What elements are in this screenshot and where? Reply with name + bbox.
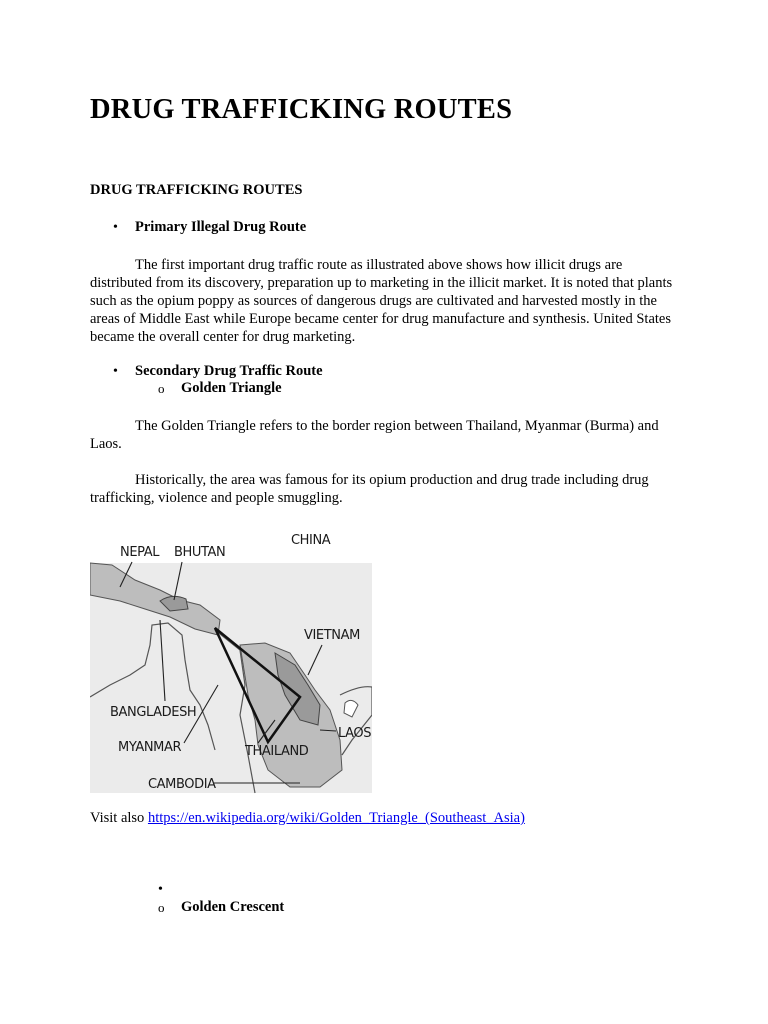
label-china: CHINA (291, 533, 331, 548)
wikipedia-link[interactable]: https://en.wikipedia.org/wiki/Golden_Triangle_(Southeast_Asia) (147, 810, 525, 826)
label-bangladesh: BANGLADESH (110, 705, 197, 720)
label-bhutan: BHUTAN (174, 545, 226, 560)
bullet-marker: • (113, 364, 118, 379)
label-thailand: THAILAND (245, 744, 309, 759)
page-title: DRUG TRAFFICKING ROUTES (90, 94, 513, 125)
circle-marker: o (158, 900, 165, 915)
primary-route-paragraph: The first important drug traffic route as illustrated above shows how illicit drugs are distributed from its discovery, preparation up to marketing in the illicit market. It is noted that plants such as the opium poppy as sources of dangerous drugs are cultivated and harvested mostly in the areas of Middle East while Europe became center for drug manufacture and synthesis. United States became the overall center for drug marketing. (90, 257, 673, 345)
label-laos: LAOS (338, 726, 372, 741)
label-myanmar: MYANMAR (118, 740, 182, 755)
golden-triangle-map (90, 525, 372, 795)
bullet-marker: • (158, 882, 163, 897)
label-cambodia: CAMBODIA (148, 777, 216, 792)
label-vietnam: VIETNAM (304, 628, 360, 643)
secondary-route-heading: Secondary Drug Traffic Route (135, 363, 323, 379)
golden-triangle-paragraph-1: The Golden Triangle refers to the border region between Thailand, Myanmar (Burma) and Laos. (90, 418, 659, 452)
section-title: DRUG TRAFFICKING ROUTES (90, 182, 303, 198)
label-nepal: NEPAL (120, 545, 160, 560)
golden-triangle-heading: Golden Triangle (181, 380, 282, 396)
visit-also-line (90, 810, 525, 827)
circle-marker: o (158, 381, 165, 396)
golden-triangle-paragraph-2: Historically, the area was famous for its opium production and drug trade including drug trafficking, violence and people smuggling. (90, 472, 649, 506)
bullet-marker: • (113, 220, 118, 235)
golden-crescent-heading: Golden Crescent (181, 899, 285, 915)
primary-route-heading: Primary Illegal Drug Route (135, 219, 307, 235)
visit-also-prefix: Visit also (90, 810, 148, 826)
